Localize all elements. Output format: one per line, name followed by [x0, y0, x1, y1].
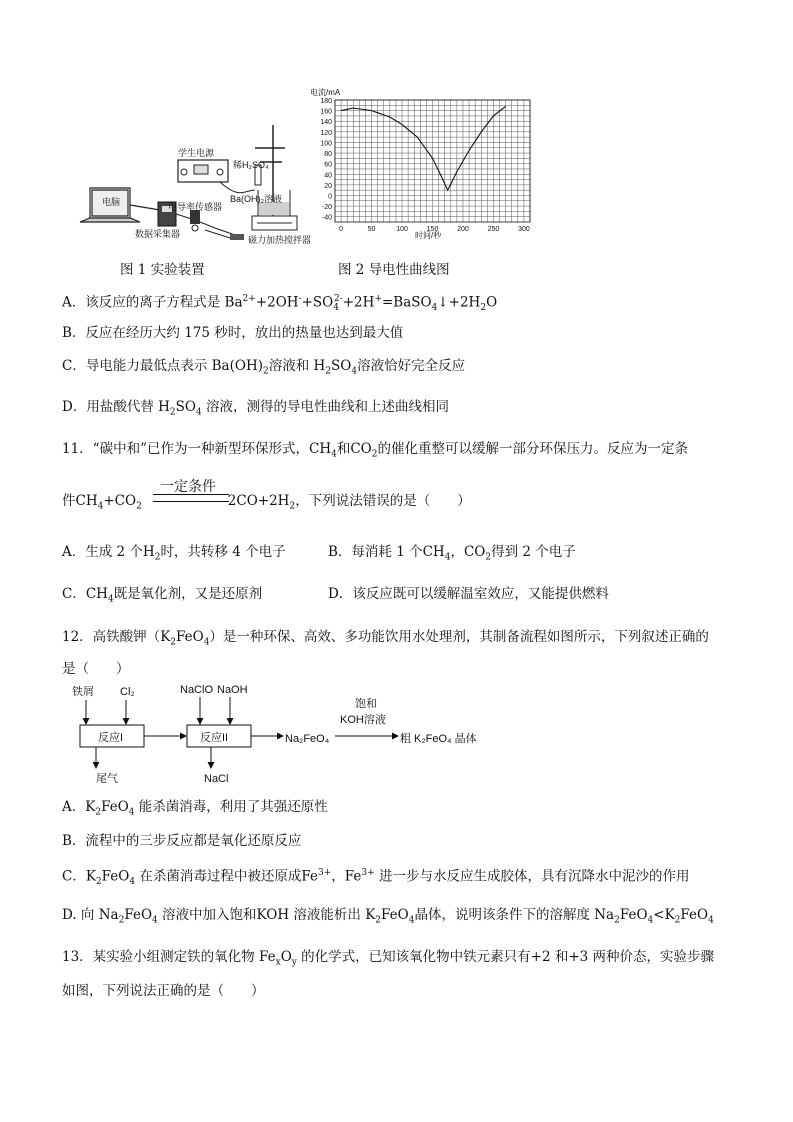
q10-option-a: A．该反应的离子方程式是 $Ba^{2+}+2OH^-+SO_4^{2-}+2H^+=BaSO_4↓+2H_2O$ [62, 294, 498, 314]
q11-option-c: C．$CH_4$既是氧化剂，又是还原剂 [62, 586, 263, 605]
x-tick-label: 100 [396, 226, 408, 233]
q13-stem-line1: 13．某实验小组测定铁的氧化物 $Fe_xO_y$ 的化学式，已知该氧化物中铁元素只有+2 和+3 两种价态，实验步骤 [62, 949, 715, 968]
q11-condition-label: 一定条件 [160, 479, 216, 495]
figure2-caption: 图 2 导电性曲线图 [338, 262, 450, 278]
q12-option-a: A．$K_2FeO_4$ 能杀菌消毒，利用了其强还原性 [62, 799, 328, 818]
y-tick-label: 20 [324, 182, 332, 190]
label-baoh: Ba(OH)₂溶液 [230, 194, 282, 204]
q10-option-b: B．反应在经历大约 175 秒时，放出的热量也达到最大值 [62, 325, 404, 341]
figure1-caption: 图 1 实验装置 [120, 262, 205, 278]
y-tick-label: 60 [324, 161, 332, 169]
x-tick-label: 300 [518, 226, 530, 233]
label-sensor: 电导率传感器 [168, 202, 223, 212]
label-computer: 电脑 [102, 197, 121, 207]
x-tick-label: 200 [457, 226, 469, 233]
q12-option-b: B．流程中的三步反应都是氧化还原反应 [62, 833, 302, 849]
flow-output-nacl: NaCl [204, 773, 229, 785]
flow-input-cl2: Cl₂ [120, 686, 135, 698]
q11-option-b: B．每消耗 1 个$CH_4$，$CO_2$得到 2 个电子 [328, 544, 576, 563]
flow-input-naclo: NaClO [180, 684, 214, 696]
power-supply-icon [178, 160, 228, 182]
flow-box1-label: 反应I [98, 732, 124, 744]
flow-intermediate: Na₂FeO₄ [285, 733, 330, 745]
series-line [341, 106, 506, 190]
q10-option-c: C．导电能力最低点表示 $Ba(OH)_2$溶液和 $H_2SO_4$溶液恰好完全反应 [62, 358, 466, 377]
q12-option-c: C．$K_2FeO_4$ 在杀菌消毒过程中被还原成$Fe^{3+}$，$Fe^{3+}$ 进一步与水反应生成胶体，具有沉降水中泥沙的作用 [62, 868, 690, 888]
flow-condition-1: 饱和 [355, 698, 377, 710]
y-tick-label: 140 [320, 119, 332, 127]
label-power-supply: 学生电源 [178, 148, 215, 158]
flow-input-naoh: NaOH [217, 684, 248, 696]
y-tick-label: -40 [321, 214, 332, 222]
chart-xlabel: 时间/秒 [415, 231, 442, 240]
q11-option-d: D．该反应既可以缓解温室效应，又能提供燃料 [328, 586, 609, 602]
y-tick-label: 120 [320, 129, 332, 137]
q12-option-d: D. 向 $Na_2FeO_4$ 溶液中加入饱和KOH 溶液能析出 $K_2FeO_4$晶体，说明该条件下的溶解度 $Na_2FeO_4<K_2FeO_4$ [62, 907, 714, 926]
figure2-chart [305, 86, 535, 246]
label-collector: 数据采集器 [135, 229, 181, 239]
label-h2so4: 稀H₂SO₄ [233, 160, 269, 170]
q10-option-d: D．用盐酸代替 $H_2SO_4$ 溶液，测得的导电性曲线和上述曲线相同 [62, 399, 449, 418]
y-tick-label: 100 [320, 140, 332, 148]
flow-box2-label: 反应II [200, 732, 229, 744]
q12-flowchart [70, 680, 490, 790]
label-stirrer: 磁力加热搅拌器 [248, 235, 310, 245]
y-tick-label: 40 [324, 172, 332, 180]
flow-product: 粗 K₂FeO₄ 晶体 [400, 733, 477, 745]
y-tick-label: 180 [320, 98, 332, 105]
y-tick-label: -20 [321, 204, 332, 212]
figure1-apparatus [70, 110, 310, 255]
q13-stem-line2: 如图，下列说法正确的是（ ） [62, 983, 265, 999]
flow-output-gas: 尾气 [96, 773, 118, 785]
q11-stem-line1: 11．“碳中和”已作为一种新型环保形式，$CH_4$和$CO_2$的催化重整可以缓解一部分环保压力。反应为一定条 [62, 441, 688, 460]
x-tick-label: 50 [367, 226, 376, 233]
q11-stem-line2: 件$CH_4+CO_2$ $2CO+2H_2$，下列说法错误的是（ ） [62, 493, 471, 512]
x-tick-label: 150 [426, 226, 439, 233]
x-tick-label: 0 [339, 226, 344, 233]
q11-option-a: A．生成 2 个$H_2$时，共转移 4 个电子 [62, 544, 286, 563]
y-tick-label: 0 [328, 193, 332, 201]
flow-input-iron: 铁屑 [72, 686, 94, 698]
chart-ylabel: 电流/mA [310, 88, 341, 97]
x-tick-label: 250 [487, 226, 500, 233]
y-tick-label: 160 [320, 108, 332, 116]
q12-stem-line2: 是（ ） [62, 661, 130, 677]
y-tick-label: 80 [324, 151, 332, 159]
flow-condition-2: KOH溶液 [340, 714, 386, 726]
q12-stem-line1: 12．高铁酸钾$(K_2FeO_4)$是一种环保、高效、多功能饮用水处理剂，其制备流程如图所示，下列叙述正确的 [62, 629, 709, 648]
